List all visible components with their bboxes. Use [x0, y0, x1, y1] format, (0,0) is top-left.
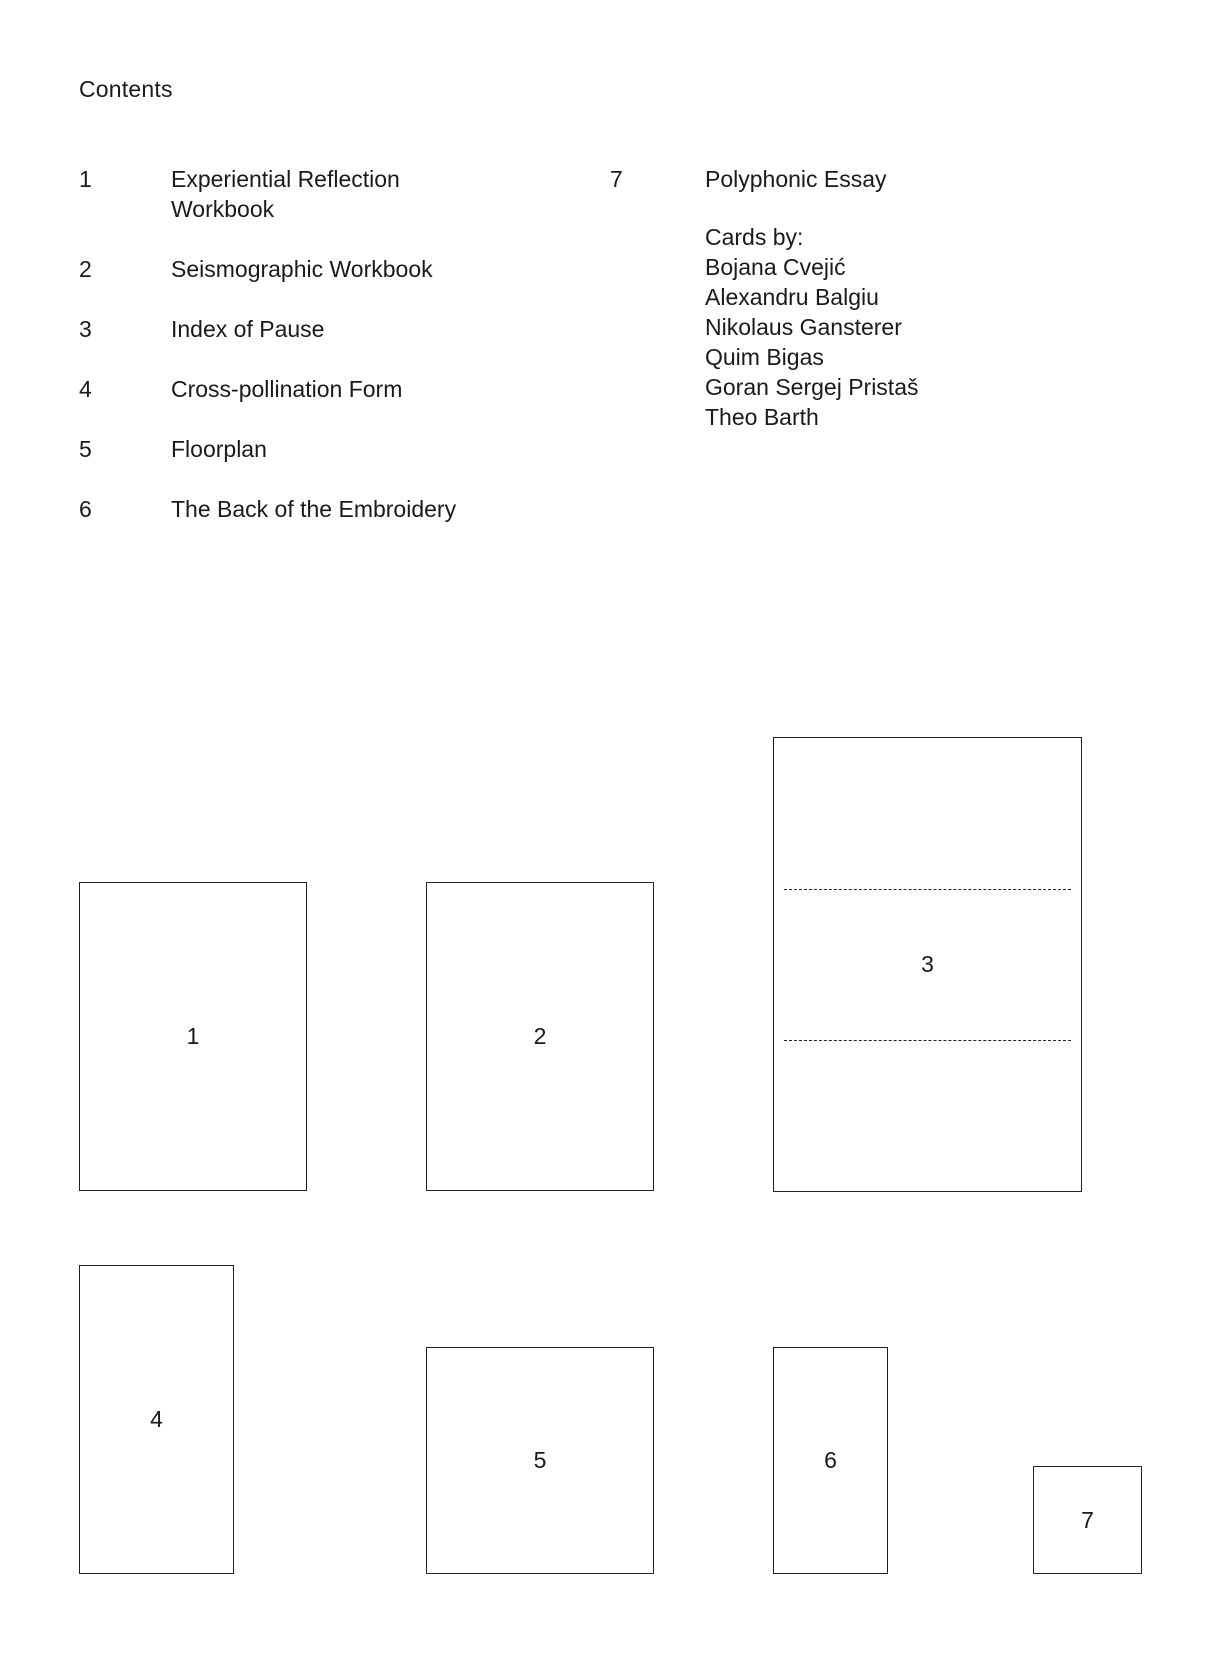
- toc-entry-number: 4: [79, 376, 92, 402]
- toc-entry-title: Seismographic Workbook: [171, 256, 433, 282]
- toc-entry-title: Polyphonic Essay: [705, 166, 887, 192]
- card-number-label: 1: [186, 1023, 200, 1049]
- card-number-label: 6: [824, 1447, 837, 1473]
- toc-entry: [79, 164, 599, 224]
- credits-heading: Cards by:: [705, 224, 804, 250]
- credit-name: Nikolaus Gansterer: [705, 314, 902, 340]
- toc-entry: [79, 434, 599, 464]
- card-number-label: 4: [150, 1406, 163, 1432]
- card-number-label: 3: [921, 951, 934, 977]
- toc-entry-title: Index of Pause: [171, 316, 325, 342]
- toc-left-column: [79, 164, 599, 554]
- toc-entry: [79, 494, 599, 524]
- toc-entry-number: 2: [79, 256, 92, 282]
- credit-name: Quim Bigas: [705, 344, 824, 370]
- card-3-outline: [773, 737, 1082, 1192]
- card-number-label: 5: [533, 1447, 547, 1473]
- card-1-outline: [79, 882, 307, 1191]
- fold-line-top: [784, 889, 1071, 890]
- toc-entry: [79, 254, 599, 284]
- toc-entry-title: The Back of the Embroidery: [171, 496, 457, 522]
- credit-name: Alexandru Balgiu: [705, 284, 879, 310]
- toc-entry-number: 6: [79, 496, 92, 522]
- toc-entry: [79, 374, 599, 404]
- toc-entry-number: 1: [79, 166, 92, 192]
- toc-entry-number: 5: [79, 436, 92, 462]
- page-title: Contents: [79, 76, 173, 102]
- card-6-outline: [773, 1347, 888, 1574]
- card-number-label: 7: [1081, 1506, 1094, 1533]
- credit-name: Bojana Cvejić: [705, 254, 846, 280]
- toc-right-column: [610, 164, 1130, 432]
- fold-line-bottom: [784, 1040, 1071, 1041]
- credits-block: [705, 222, 1130, 432]
- toc-entry: [610, 164, 1130, 194]
- credit-name: Theo Barth: [705, 404, 819, 430]
- toc-entry: [79, 314, 599, 344]
- credit-name: Goran Sergej Pristaš: [705, 374, 919, 400]
- card-4-outline: [79, 1265, 234, 1574]
- card-5-outline: [426, 1347, 654, 1574]
- card-number-label: 2: [533, 1023, 547, 1049]
- toc-entry-number: 3: [79, 316, 92, 342]
- toc-entry-number: 7: [610, 166, 623, 192]
- toc-entry-title: Cross-pollination Form: [171, 376, 403, 402]
- toc-entry-title: Floorplan: [171, 436, 267, 462]
- toc-entry-title: Experiential Reflection Workbook: [171, 166, 400, 222]
- card-2-outline: [426, 882, 654, 1191]
- card-7-outline: [1033, 1466, 1142, 1574]
